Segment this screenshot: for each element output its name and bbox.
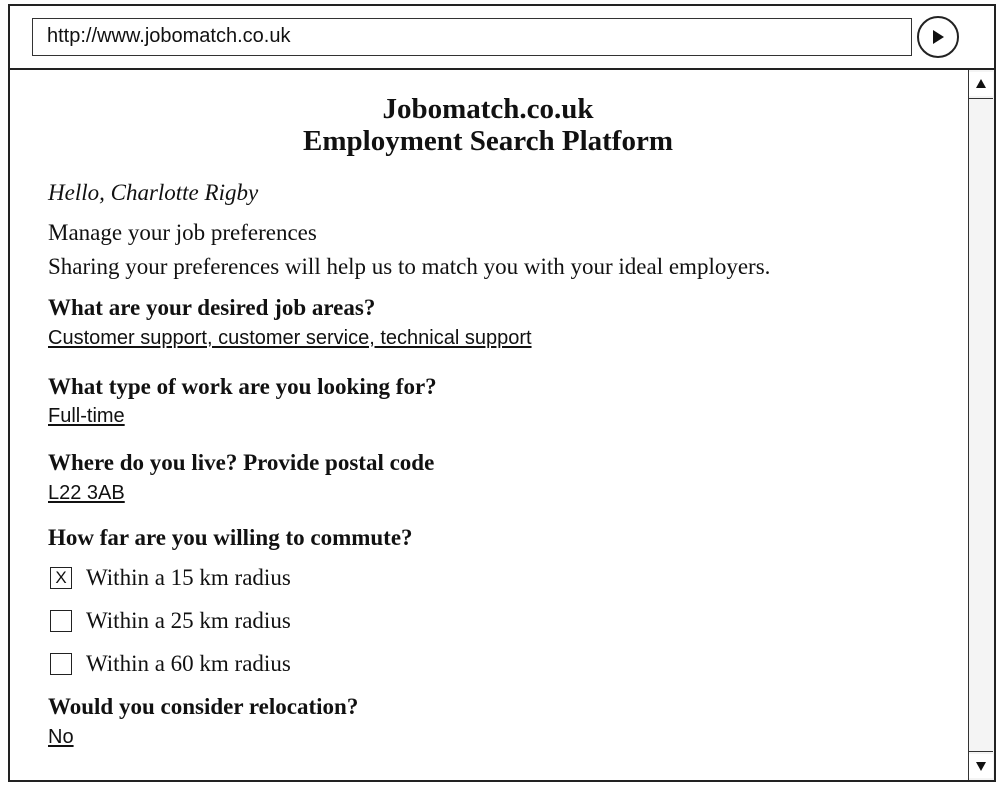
greeting: Hello, Charlotte Rigby: [48, 180, 259, 205]
page-subtitle: Employment Search Platform: [303, 125, 673, 157]
manage-heading: Manage your job preferences: [48, 220, 317, 245]
url-field[interactable]: http://www.jobomatch.co.uk: [32, 18, 912, 56]
page-title: Jobomatch.co.uk: [382, 93, 594, 125]
vertical-scrollbar[interactable]: [968, 70, 994, 780]
intro-text: Sharing your preferences will help us to match you with your ideal employers.: [48, 254, 771, 279]
triangle-down-icon: [975, 760, 987, 772]
relocation-question: Would you consider relocation?: [48, 694, 359, 719]
work-type-answer[interactable]: Full-time: [48, 405, 125, 427]
play-arrow-icon: [930, 29, 946, 45]
relocation-answer[interactable]: No: [48, 726, 74, 748]
address-bar: [10, 6, 994, 70]
commute-option-15km[interactable]: [50, 564, 291, 592]
go-button[interactable]: [917, 16, 959, 58]
scroll-up-button[interactable]: [969, 72, 993, 96]
job-areas-answer[interactable]: Customer support, customer service, technical support: [48, 327, 532, 349]
commute-option-label: Within a 15 km radius: [86, 565, 291, 590]
commute-option-label: Within a 60 km radius: [86, 651, 291, 676]
job-areas-question: What are your desired job areas?: [48, 295, 376, 320]
work-type-question: What type of work are you looking for?: [48, 374, 437, 399]
checkbox-checked[interactable]: X: [50, 567, 72, 589]
triangle-up-icon: [975, 78, 987, 90]
commute-option-label: Within a 25 km radius: [86, 608, 291, 633]
postal-code-question: Where do you live? Provide postal code: [48, 450, 435, 475]
commute-option-60km[interactable]: [50, 650, 291, 678]
commute-question: How far are you willing to commute?: [48, 525, 413, 550]
checkbox-unchecked[interactable]: [50, 610, 72, 632]
page-content: [10, 70, 966, 780]
scroll-down-button[interactable]: [969, 754, 993, 778]
postal-code-answer[interactable]: L22 3AB: [48, 482, 125, 504]
browser-window: [8, 4, 996, 782]
scroll-track[interactable]: [969, 98, 993, 752]
commute-option-25km[interactable]: [50, 607, 291, 635]
checkbox-unchecked[interactable]: [50, 653, 72, 675]
